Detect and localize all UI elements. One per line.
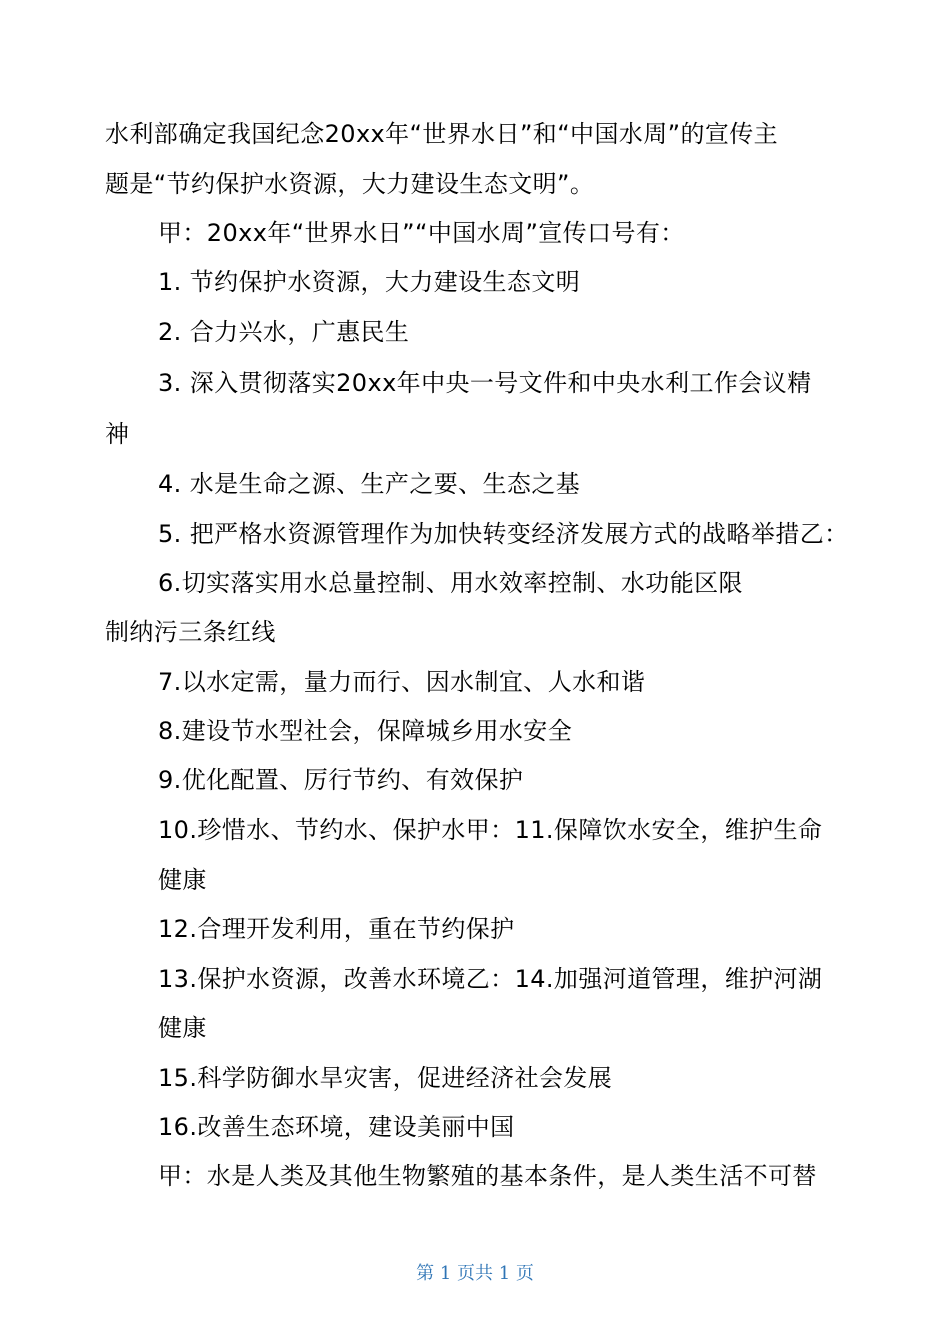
- list-item: 7.以水定需，量力而行、因水制宜、人水和谐: [158, 668, 646, 696]
- page-footer: 第 1 页共 1 页: [416, 1263, 534, 1284]
- list-item: 12.合理开发利用，重在节约保护: [158, 915, 515, 943]
- list-item: 6.切实落实用水总量控制、用水效率控制、水功能区限: [158, 569, 743, 597]
- list-item: 1. 节约保护水资源，大力建设生态文明: [158, 268, 581, 296]
- list-item: 9.优化配置、厉行节约、有效保护: [158, 766, 524, 794]
- list-item: 10.珍惜水、节约水、保护水甲：11.保障饮水安全，维护生命: [158, 816, 823, 844]
- list-item: 3. 深入贯彻落实20xx年中央一号文件和中央水利工作会议精: [158, 369, 812, 397]
- paragraph-line: 水利部确定我国纪念20xx年“世界水日”和“中国水周”的宣传主: [105, 120, 779, 148]
- list-item: 4. 水是生命之源、生产之要、生态之基: [158, 470, 581, 498]
- list-item: 15.科学防御水旱灾害，促进经济社会发展: [158, 1064, 613, 1092]
- list-item: 16.改善生态环境，建设美丽中国: [158, 1113, 515, 1141]
- list-item-continuation: 神: [105, 420, 130, 448]
- list-item: 13.保护水资源，改善水环境乙：14.加强河道管理，维护河湖: [158, 965, 823, 993]
- list-item-continuation: 健康: [158, 1014, 207, 1042]
- list-item: 5. 把严格水资源管理作为加快转变经济发展方式的战略举措乙：: [158, 520, 849, 548]
- list-item-continuation: 健康: [158, 866, 207, 894]
- paragraph-line: 甲：20xx年“世界水日”“中国水周”宣传口号有：: [158, 219, 685, 247]
- paragraph-line: 题是“节约保护水资源，大力建设生态文明”。: [105, 170, 595, 198]
- list-item-continuation: 制纳污三条红线: [105, 618, 276, 646]
- list-item: 8.建设节水型社会，保障城乡用水安全: [158, 717, 573, 745]
- paragraph-line: 甲：水是人类及其他生物繁殖的基本条件，是人类生活不可替: [158, 1162, 817, 1190]
- list-item: 2. 合力兴水，广惠民生: [158, 318, 410, 346]
